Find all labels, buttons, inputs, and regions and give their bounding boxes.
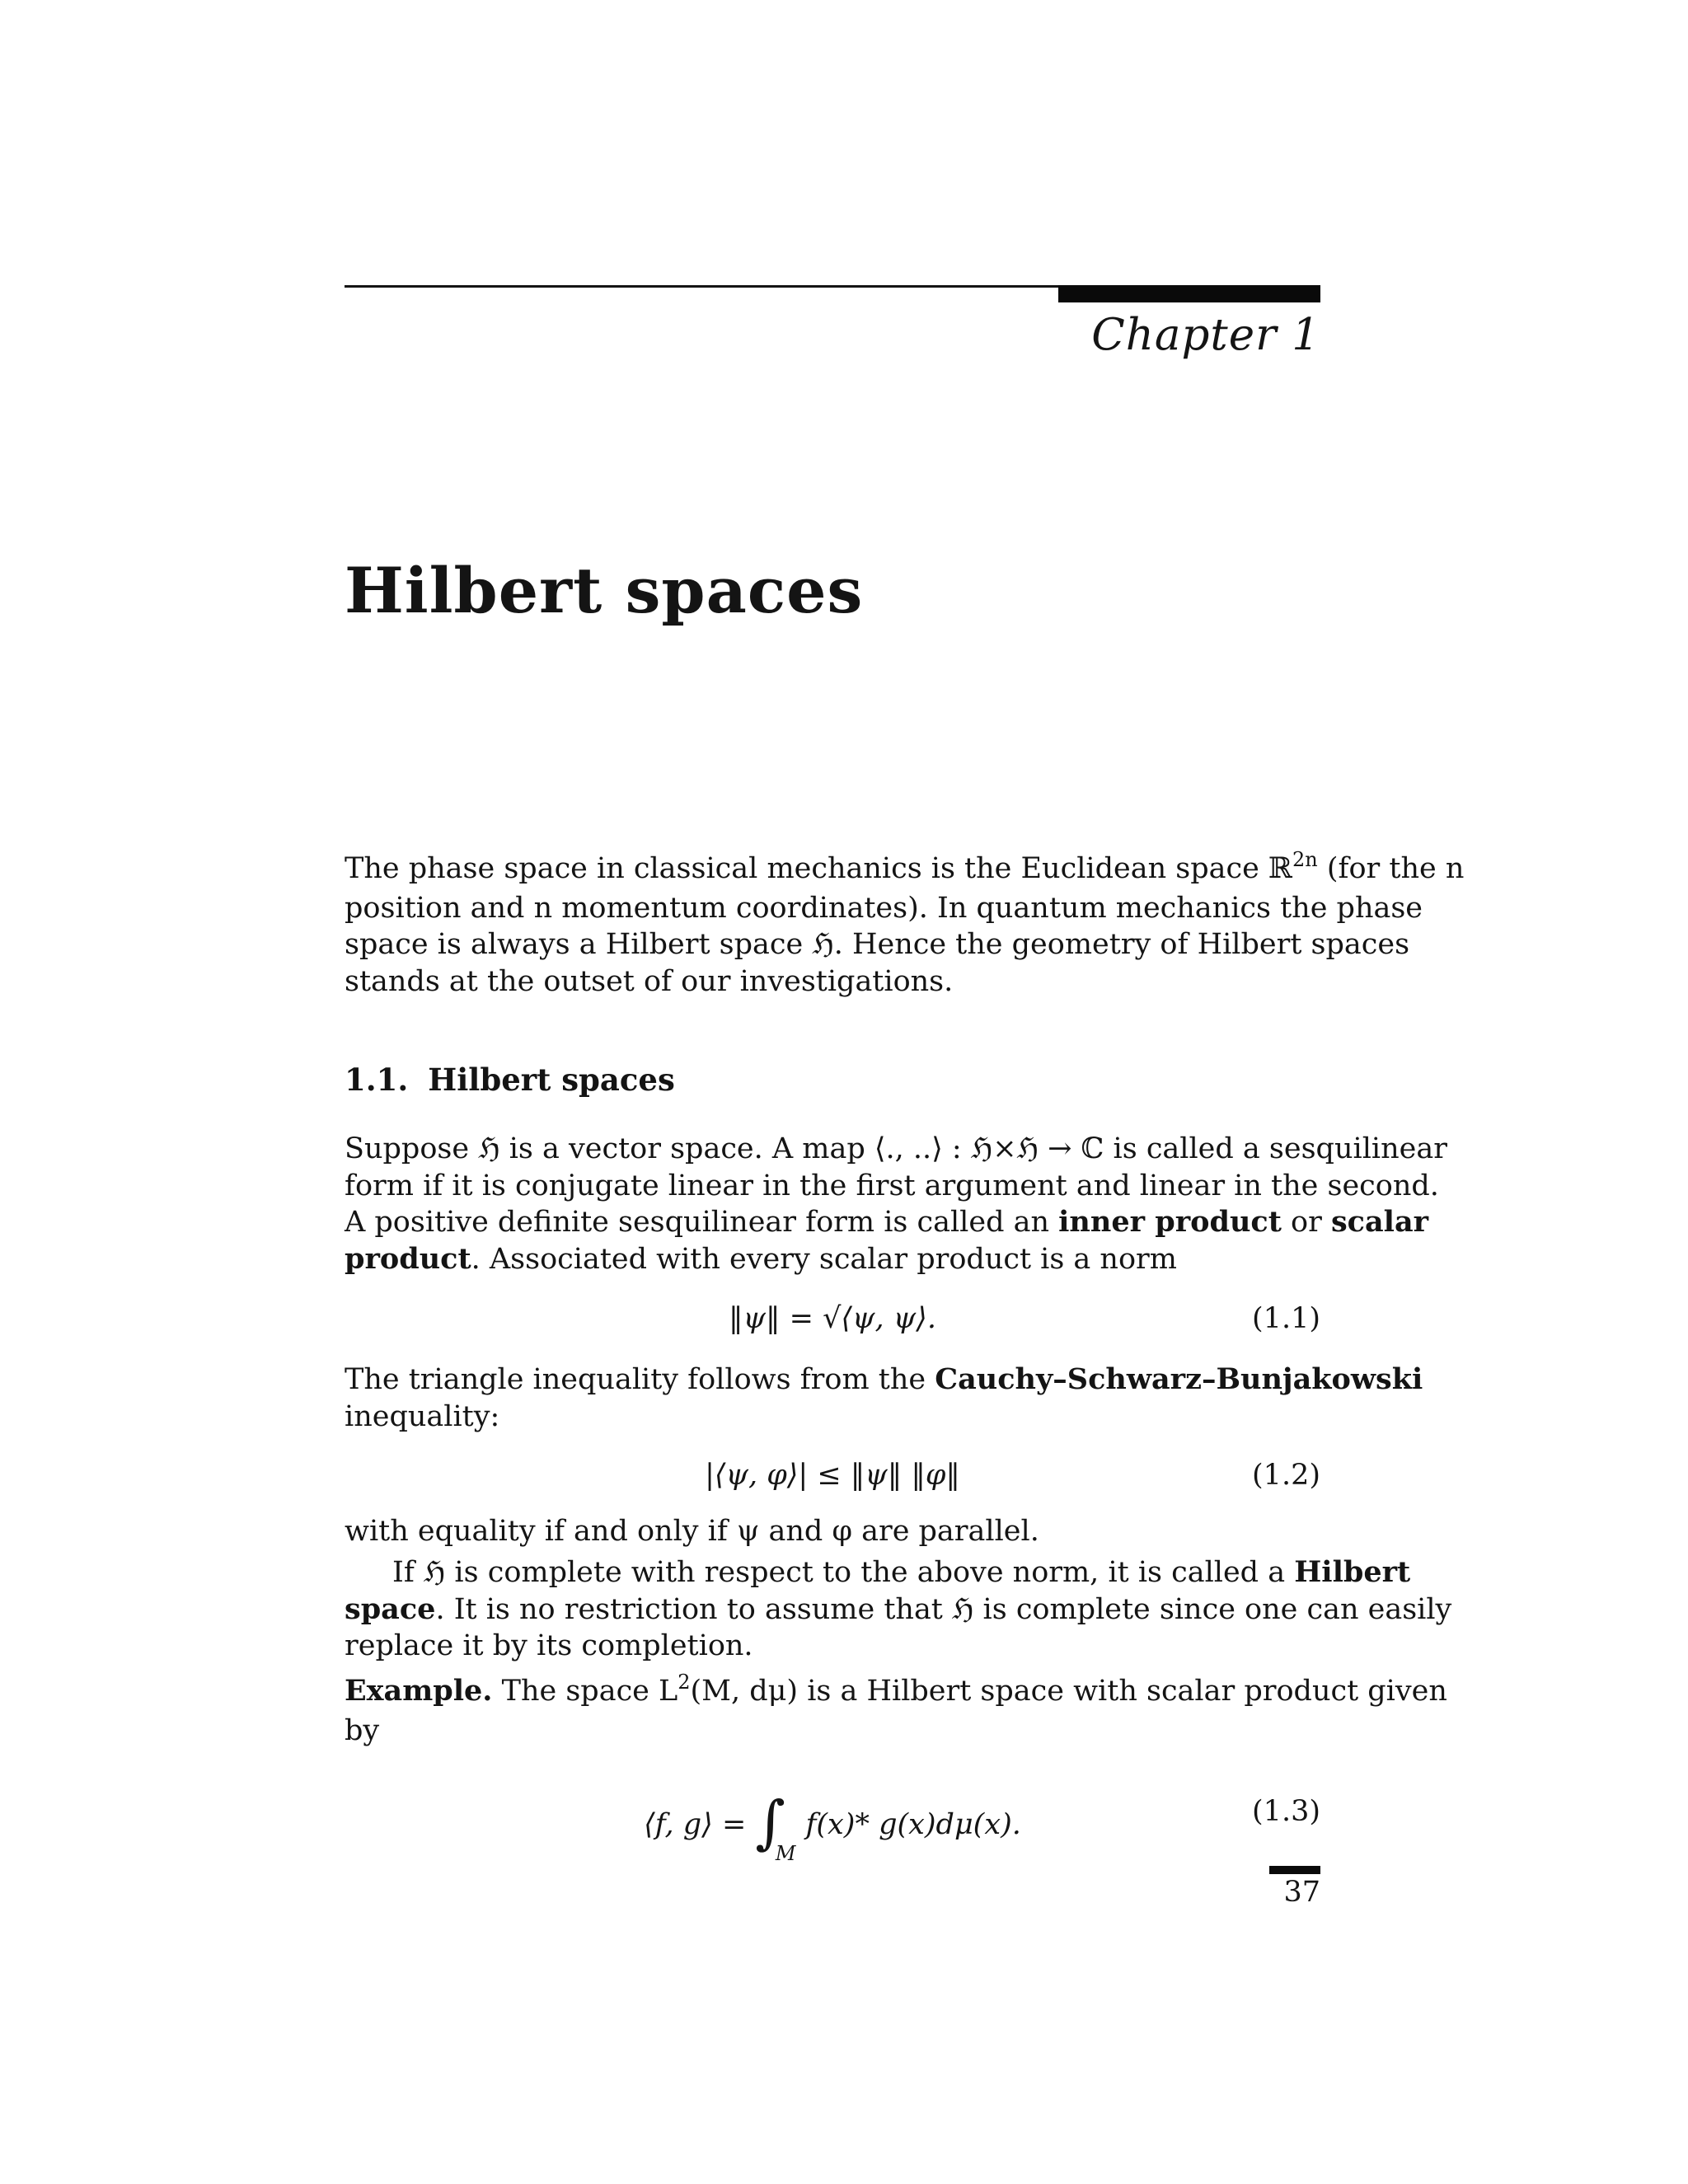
integral-subscript: M xyxy=(775,1842,796,1865)
paragraph-equality xyxy=(345,1513,1320,1550)
para4-line-3: replace it by its completion. xyxy=(345,1629,753,1662)
intro-line-4: stands at the outset of our investigations. xyxy=(345,964,954,998)
para3-line: with equality if and only if ψ and φ are parallel. xyxy=(345,1515,1039,1548)
example-line-2: by xyxy=(345,1713,380,1747)
example-line-1-rest: (M, dμ) is a Hilbert space with scalar product given xyxy=(690,1675,1447,1708)
para1-line-1: Suppose ℌ is a vector space. A map ⟨., ..⟩ : ℌ×ℌ → ℂ is called a sesquilinear xyxy=(345,1132,1447,1165)
chapter-title: Hilbert spaces xyxy=(345,554,864,627)
paragraph-triangle xyxy=(345,1361,1423,1435)
equation-1-2-body: |⟨ψ, φ⟩| ≤ ‖ψ‖ ‖φ‖ xyxy=(705,1459,960,1492)
term-cauchy-schwarz: Cauchy–Schwarz–Bunjakowski xyxy=(935,1362,1423,1396)
intro-sup: 2n xyxy=(1292,848,1318,871)
term-scalar: scalar xyxy=(1330,1205,1429,1239)
equation-1-3 xyxy=(345,1780,1320,1865)
term-product: product xyxy=(345,1241,471,1276)
equation-1-2-number: (1.2) xyxy=(1252,1459,1320,1492)
para1-line-2: form if it is conjugate linear in the first argument and linear in the second. xyxy=(345,1169,1439,1202)
example-sup: 2 xyxy=(678,1671,691,1694)
example-line-1-pre: The space L xyxy=(492,1675,678,1708)
equation-1-1 xyxy=(345,1302,1320,1347)
para4-line-1-pre: If ℌ is complete with respect to the above norm, it is called a xyxy=(392,1556,1295,1589)
paragraph-hilbert-space xyxy=(345,1554,1452,1665)
intro-paragraph xyxy=(345,848,1465,1000)
integral-sign: ∫ xyxy=(755,1788,785,1856)
para1-line-4-rest: . Associated with every scalar product is a norm xyxy=(471,1242,1177,1276)
equation-1-3-rhs: f(x)* g(x)dμ(x). xyxy=(805,1808,1021,1841)
equation-1-1-body: ‖ψ‖ = √⟨ψ, ψ⟩. xyxy=(729,1302,936,1335)
equation-1-3-body xyxy=(345,1780,1320,1865)
section-heading xyxy=(345,1062,675,1098)
equation-1-3-lhs: ⟨f, g⟩ = xyxy=(644,1808,756,1841)
page-number: 37 xyxy=(1283,1876,1320,1909)
para4-line-2-rest: . It is no restriction to assume that ℌ is complete since one can easily xyxy=(435,1592,1452,1626)
section-title: Hilbert spaces xyxy=(428,1062,675,1098)
equation-1-3-number: (1.3) xyxy=(1252,1795,1320,1828)
intro-line-3: space is always a Hilbert space ℌ. Hence the geometry of Hilbert spaces xyxy=(345,928,1410,961)
chapter-label: Chapter 1 xyxy=(1091,310,1320,360)
intro-line-2: position and n momentum coordinates). In quantum mechanics the phase xyxy=(345,891,1423,925)
para2-line-2: inequality: xyxy=(345,1399,500,1433)
intro-line-1: The phase space in classical mechanics is the Euclidean space ℝ xyxy=(345,852,1292,885)
header-thick-rule xyxy=(1058,285,1320,302)
term-inner-product: inner product xyxy=(1058,1205,1282,1239)
header-thin-rule xyxy=(345,285,1058,288)
section-number: 1.1. xyxy=(345,1062,409,1098)
term-space: space xyxy=(345,1591,436,1626)
paragraph-sesquilinear xyxy=(345,1131,1447,1277)
intro-line-1-tail: (for the n xyxy=(1317,852,1465,885)
para1-line-3-mid: or xyxy=(1281,1206,1331,1239)
para1-line-3-pre: A positive definite sesquilinear form is called an xyxy=(345,1206,1059,1239)
para2-line-1-pre: The triangle inequality follows from the xyxy=(345,1363,935,1396)
example-label: Example. xyxy=(345,1674,493,1708)
example-paragraph xyxy=(345,1671,1447,1749)
equation-1-1-number: (1.1) xyxy=(1252,1302,1320,1335)
term-hilbert: Hilbert xyxy=(1294,1555,1411,1589)
equation-1-2 xyxy=(345,1459,1320,1503)
page-number-rule xyxy=(1269,1866,1320,1874)
